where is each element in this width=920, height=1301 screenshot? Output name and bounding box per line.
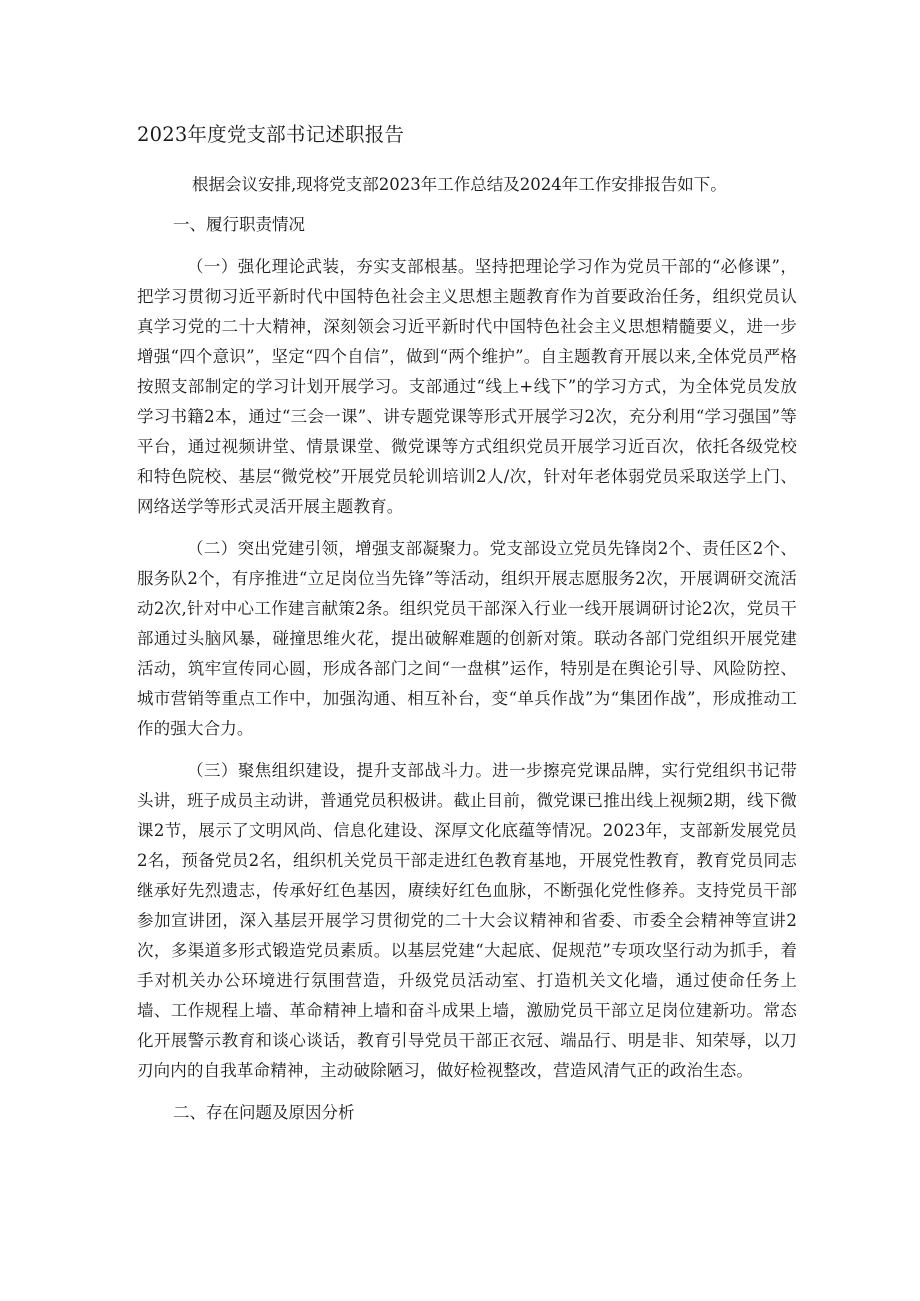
paragraph-organization: （三）聚焦组织建设，提升支部战斗力。进一步擦亮党课品牌，实行党组织书记带头讲，班子成员主动讲，普通党员积极讲。截止目前，微党课已推出线上视频2期，线下微课2节，展示了文明风尚、信息化建设、深厚文化底蕴等情况。2023年，支部新发展党员2名，预备党员2名，组织机关党员干部走进红色教育基地，开展党性教育，教育党员同志继承好先烈遗志，传承好红色基因，赓续好红色血脉，不断强化党性修养。支持党员干部参加宣讲团，深入基层开展学习贯彻党的二十大会议精神和省委、市委全会精神等宣讲2次，多渠道多形式锻造党员素质。以基层党建“大起底、促规范”专项攻坚行动为抓手，着手对机关办公环境进行氛围营造，升级党员活动室、打造机关文化墙，通过使命任务上墙、工作规程上墙、革命精神上墙和奋斗成果上墙，激励党员干部立足岗位建新功。常态化开展警示教育和谈心谈话，教育引导党员干部正衣冠、端品行、明是非、知荣辱，以刀刃向内的自我革命精神，主动破除陋习，做好检视整改，营造风清气正的政治生态。 (137, 761, 797, 1080)
intro-paragraph: 根据会议安排,现将党支部2023年工作总结及2024年工作安排报告如下。 (192, 175, 727, 194)
paragraph-party-building: （二）突出党建引领，增强支部凝聚力。党支部设立党员先锋岗2个、责任区2个、服务队2个，有序推进“立足岗位当先锋”等活动，组织开展志愿服务2次，开展调研交流活动2次,针对中心工作建言献策2条。组织党员干部深入行业一线开展调研讨论2次，党员干部通过头脑风暴，碰撞思维火花，提出破解难题的创新对策。联动各部门党组织开展党建活动，筑牢宣传同心圆，形成各部门之间“一盘棋”运作，特别是在舆论引导、风险防控、城市营销等重点工作中，加强沟通、相互补台，变“单兵作战”为“集团作战”，形成推动工作的强大合力。 (137, 539, 797, 738)
section-heading-2: 二、存在问题及原因分析 (173, 1103, 355, 1122)
paragraph-theory: （一）强化理论武装，夯实支部根基。坚持把理论学习作为党员干部的“必修课”，把学习贯彻习近平新时代中国特色社会主义思想主题教育作为首要政治任务，组织党员认真学习党的二十大精神，深刻领会习近平新时代中国特色社会主义思想精髓要义，进一步增强“四个意识”，坚定“四个自信”，做到“两个维护”。自主题教育开展以来,全体党员严格按照支部制定的学习计划开展学习。支部通过“线上+线下”的学习方式，为全体党员发放学习书籍2本，通过“三会一课”、讲专题党课等形式开展学习2次，充分利用“学习强国”等平台，通过视频讲堂、情景课堂、微党课等方式组织党员开展学习近百次，依托各级党校和特色院校、基层“微党校”开展党员轮训培训2人/次，针对年老体弱党员采取送学上门、网络送学等形式灵活开展主题教育。 (137, 257, 797, 516)
section-heading-1: 一、履行职责情况 (173, 215, 305, 234)
document-title: 2023年度党支部书记述职报告 (137, 123, 405, 146)
document-page (137, 118, 797, 1128)
